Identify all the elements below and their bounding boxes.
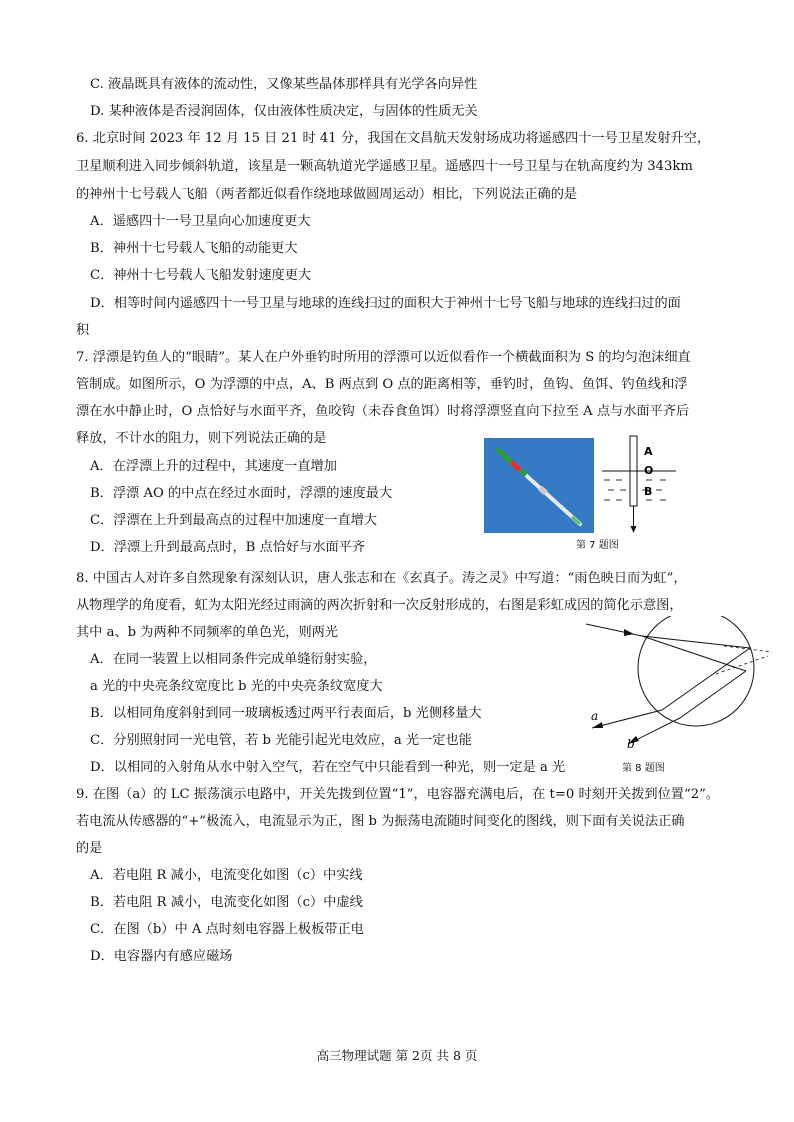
q9-stem-line-3: 的是 bbox=[76, 841, 103, 856]
q8-option-a-cont: a 光的中央亮条纹宽度比 b 光的中央亮条纹宽度大 bbox=[90, 679, 383, 694]
label-b: B bbox=[644, 485, 653, 498]
q7-option-d: D．浮漂上升到最高点时，B 点恰好与水面平齐 bbox=[90, 540, 366, 555]
option-d-prev: D. 某种液体是否浸润固体，仅由液体性质决定，与固体的性质无关 bbox=[90, 104, 478, 119]
q6-option-b: B．神州十七号载人飞船的动能更大 bbox=[90, 241, 298, 256]
q7-stem-line-4: 释放，不计水的阻力，则下列说法正确的是 bbox=[76, 431, 327, 446]
figure-7-caption: 第 7 题图 bbox=[576, 540, 619, 551]
q6-option-c: C．神州十七号载人飞船发射速度更大 bbox=[90, 268, 312, 283]
q6-stem-line-2: 卫星顺利进入同步倾斜轨道，该星是一颗高轨道光学遥感卫星。遥感四十一号卫星与在轨高度约为 343km bbox=[76, 159, 693, 174]
q7-stem-line-1: 7. 浮漂是钓鱼人的“眼睛”。某人在户外垂钓时所用的浮漂可以近似看作一个横截面积为 S 的均匀泡沫细直 bbox=[76, 350, 691, 365]
label-o: O bbox=[644, 464, 654, 477]
page-footer: 高三物理试题 第 2页 共 8 页 bbox=[316, 1048, 478, 1063]
q9-stem-line-2: 若电流从传感器的“+”极流入，电流显示为正，图 b 为振荡电流随时间变化的图线，则下面有关说法正确 bbox=[76, 814, 685, 829]
q7-stem-line-3: 漂在水中静止时，O 点恰好与水面平齐，鱼咬钩（未吞食鱼饵）时将浮漂竖直向下拉至 A 点与水面平齐后 bbox=[76, 404, 690, 419]
q9-option-b: B．若电阻 R 减小，电流变化如图（c）中虚线 bbox=[90, 895, 363, 910]
figure-8-caption: 第 8 题图 bbox=[622, 763, 665, 774]
q8-stem-line-2: 从物理学的角度看，虹为太阳光经过雨滴的两次折射和一次反射形成的，右图是彩虹成因的简化示意图， bbox=[76, 598, 683, 613]
float-diagram bbox=[598, 434, 678, 534]
q8-option-a: A．在同一装置上以相同条件完成单缝衍射实验， bbox=[90, 652, 377, 667]
q8-option-b: B．以相同角度斜射到同一玻璃板透过两平行表面后，b 光侧移量大 bbox=[90, 706, 482, 721]
q7-option-b: B．浮漂 AO 的中点在经过水面时，浮漂的速度最大 bbox=[90, 486, 393, 501]
label-a: A bbox=[644, 445, 653, 458]
q6-stem-line-1: 6. 北京时间 2023 年 12 月 15 日 21 时 41 分，我国在文昌航天发射场成功将遥感四十一号卫星发射升空， bbox=[76, 131, 711, 146]
q9-option-a: A．若电阻 R 减小，电流变化如图（c）中实线 bbox=[90, 868, 363, 883]
q8-stem-line-3: 其中 a、b 为两种不同频率的单色光，则两光 bbox=[76, 625, 339, 640]
float-photo bbox=[484, 438, 594, 533]
q8-stem-line-1: 8. 中国古人对许多自然现象有深刻认识，唐人张志和在《玄真子。涛之灵》中写道：“雨色映日而为虹”， bbox=[76, 571, 687, 586]
ray-label-b: b bbox=[627, 737, 635, 751]
q9-option-d: D．电容器内有感应磁场 bbox=[90, 949, 233, 964]
q7-option-a: A．在浮漂上升的过程中，其速度一直增加 bbox=[90, 459, 337, 474]
q9-stem-line-1: 9. 在图（a）的 LC 振荡演示电路中，开关先拨到位置“1”，电容器充满电后，在 t=0 时刻开关拨到位置“2”。 bbox=[76, 787, 720, 802]
q8-option-c: C．分别照射同一光电管，若 b 光能引起光电效应，a 光一定也能 bbox=[90, 733, 472, 748]
q6-option-a: A．遥感四十一号卫星向心加速度更大 bbox=[90, 214, 311, 229]
q8-option-d: D．以相同的入射角从水中射入空气，若在空气中只能看到一种光，则一定是 a 光 bbox=[90, 760, 566, 775]
option-c-prev: C. 液晶既具有液体的流动性，又像某些晶体那样具有光学各向异性 bbox=[90, 77, 478, 92]
q9-option-c: C．在图（b）中 A 点时刻电容器上极板带正电 bbox=[90, 922, 364, 937]
q7-option-c: C．浮漂在上升到最高点的过程中加速度一直增大 bbox=[90, 513, 378, 528]
q7-stem-line-2: 管制成。如图所示，O 为浮漂的中点，A、B 两点到 O 点的距离相等，垂钓时，鱼钩、鱼饵、钓鱼线和浮 bbox=[76, 377, 688, 392]
q6-option-d-cont: 积 bbox=[76, 323, 90, 338]
q6-option-d: D．相等时间内遥感四十一号卫星与地球的连线扫过的面积大于神州十七号飞船与地球的连线扫过的面 bbox=[90, 296, 681, 311]
rainbow-droplet-diagram bbox=[584, 616, 774, 756]
q6-stem-line-3: 的神州十七号载人飞船（两者都近似看作绕地球做圆周运动）相比，下列说法正确的是 bbox=[76, 187, 578, 202]
ray-label-a: a bbox=[591, 709, 599, 723]
